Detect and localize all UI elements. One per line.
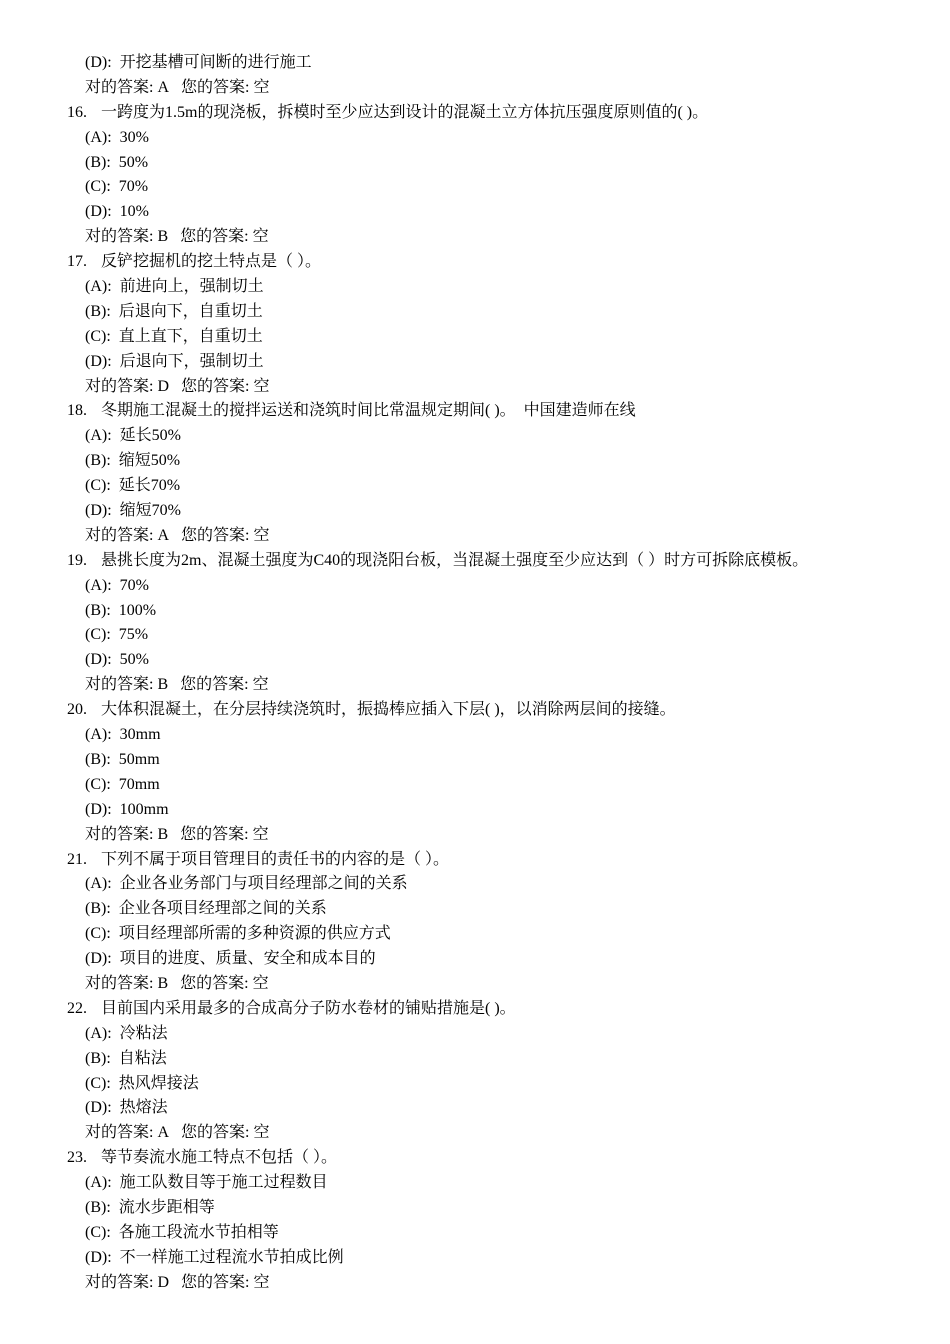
option-letter: (C): [85,626,111,644]
option-text: 项目的进度、质量、安全和成本目的 [119,950,376,968]
option-letter: (D): [85,1248,112,1266]
option-text: 热熔法 [119,1099,168,1117]
option-line [0,51,950,76]
correct-answer-value: A [157,78,170,96]
your-answer-label: 您的答案: [180,825,249,843]
answer-line [0,972,950,997]
option-line [0,151,950,176]
option-line [0,748,950,773]
option-letter: (B): [85,1198,111,1216]
question-number: 23. [67,1149,87,1167]
question-text: 下列不属于项目管理目的责任书的内容的是（ ）。 [101,850,450,868]
correct-answer-label: 对的答案: [85,676,154,694]
option-line [0,1047,950,1072]
option-text: 直上直下，自重切土 [118,327,263,345]
correct-answer-label: 对的答案: [85,377,154,395]
option-text: 延长50% [119,427,181,445]
question-line [0,997,950,1022]
option-text: 热风焊接法 [118,1074,199,1092]
option-line [0,1246,950,1271]
option-line [0,424,950,449]
option-line [0,1221,950,1246]
question-text: 目前国内采用最多的合成高分子防水卷材的铺贴措施是( )。 [101,999,516,1017]
question-number: 22. [67,999,87,1017]
question-line [0,698,950,723]
option-line [0,300,950,325]
option-line [0,325,950,350]
correct-answer-label: 对的答案: [85,78,154,96]
option-letter: (A): [85,576,112,594]
option-text: 100mm [119,800,169,818]
option-text: 企业各业务部门与项目经理部之间的关系 [119,875,408,893]
your-answer-label: 您的答案: [180,676,249,694]
your-answer-value: 空 [252,676,269,694]
option-line [0,200,950,225]
option-letter: (D): [85,1099,112,1117]
option-letter: (D): [85,352,112,370]
option-text: 流水步距相等 [118,1198,215,1216]
option-text: 70mm [118,775,160,793]
question-line [0,250,950,275]
option-letter: (A): [85,427,112,445]
option-letter: (A): [85,726,112,744]
your-answer-value: 空 [252,825,269,843]
question-block [0,698,950,847]
question-block [0,848,950,997]
option-line [0,1096,950,1121]
option-line [0,126,950,151]
correct-answer-value: A [157,1124,170,1142]
option-text: 后退向下，自重切土 [118,302,263,320]
option-text: 50% [118,153,149,171]
question-text: 冬期施工混凝土的搅拌运送和浇筑时间比常温规定期间( )。 中国建造师在线 [101,402,636,420]
option-letter: (C): [85,1223,111,1241]
answer-line [0,823,950,848]
option-text: 施工队数目等于施工过程数目 [119,1174,328,1192]
option-letter: (D): [85,651,112,669]
option-line [0,623,950,648]
your-answer-label: 您的答案: [181,1273,250,1291]
correct-answer-label: 对的答案: [85,1273,154,1291]
your-answer-value: 空 [253,526,270,544]
option-line [0,1196,950,1221]
option-line [0,449,950,474]
your-answer-label: 您的答案: [181,526,250,544]
question-block [0,399,950,548]
your-answer-label: 您的答案: [180,974,249,992]
your-answer-value: 空 [253,78,270,96]
option-letter: (B): [85,601,111,619]
question-list [0,101,950,1296]
option-text: 100% [118,601,157,619]
question-line [0,549,950,574]
your-answer-label: 您的答案: [180,228,249,246]
question-text: 一跨度为1.5m的现浇板，拆模时至少应达到设计的混凝土立方体抗压强度原则值的( )。 [101,103,709,121]
option-line [0,897,950,922]
question-text: 反铲挖掘机的挖土特点是（ ）。 [101,253,322,271]
question-block [0,101,950,250]
correct-answer-label: 对的答案: [85,974,154,992]
question-number: 16. [67,103,87,121]
your-answer-label: 您的答案: [181,377,250,395]
option-line [0,599,950,624]
option-letter: (B): [85,452,111,470]
correct-answer-label: 对的答案: [85,825,154,843]
option-letter: (D): [85,950,112,968]
option-line [0,1022,950,1047]
option-letter: (A): [85,1174,112,1192]
option-letter: (D): [85,203,112,221]
option-letter: (B): [85,1049,111,1067]
answer-line [0,225,950,250]
option-line [0,872,950,897]
question-block [0,997,950,1146]
question-line [0,848,950,873]
option-text: 50mm [118,750,160,768]
answer-line [0,673,950,698]
correct-answer-value: D [157,377,170,395]
option-letter: (D): [85,800,112,818]
option-text: 50% [119,651,149,669]
your-answer-label: 您的答案: [181,1124,250,1142]
option-letter: (C): [85,327,111,345]
option-line [0,275,950,300]
option-text: 冷粘法 [119,1024,168,1042]
option-letter: (B): [85,900,111,918]
option-text: 后退向下，强制切土 [119,352,264,370]
option-letter: (D): [85,502,112,520]
option-line [0,648,950,673]
answer-line [0,524,950,549]
correct-answer-value: B [157,676,169,694]
your-answer-value: 空 [253,1124,270,1142]
option-text: 缩短50% [118,452,181,470]
your-answer-value: 空 [252,228,269,246]
option-text: 不一样施工过程流水节拍成比例 [119,1248,344,1266]
question-line [0,101,950,126]
option-text: 各施工段流水节拍相等 [118,1223,279,1241]
question-text: 悬挑长度为2m、混凝土强度为C40的现浇阳台板，当混凝土强度至少应达到（ ）时方可拆除底模板。 [101,551,809,569]
option-letter: (A): [85,128,112,146]
answer-line [0,1121,950,1146]
option-line [0,798,950,823]
correct-answer-label: 对的答案: [85,526,154,544]
option-line [0,175,950,200]
option-line [0,1171,950,1196]
option-letter: (C): [85,178,111,196]
your-answer-label: 您的答案: [181,78,250,96]
option-text: 开挖基槽可间断的进行施工 [119,54,312,71]
option-text: 75% [118,626,149,644]
question-number: 18. [67,402,87,420]
option-line [0,474,950,499]
option-letter: (C): [85,925,111,943]
question-number: 19. [67,551,87,569]
option-text: 70% [118,178,149,196]
question-text: 等节奏流水施工特点不包括（ ）。 [101,1149,338,1167]
correct-answer-value: D [157,1273,170,1291]
question-text: 大体积混凝土，在分层持续浇筑时，振捣棒应插入下层( )，以消除两层间的接缝。 [101,701,676,719]
option-line [0,947,950,972]
option-letter: (A): [85,278,112,296]
option-letter: (B): [85,750,111,768]
option-line [0,922,950,947]
question-line [0,1146,950,1171]
question-number: 17. [67,253,87,271]
option-text: 延长70% [118,477,181,495]
option-text: 企业各项目经理部之间的关系 [118,900,327,918]
option-line [0,499,950,524]
option-text: 自粘法 [118,1049,167,1067]
option-line [0,773,950,798]
option-line [0,350,950,375]
question-block [0,1146,950,1295]
correct-answer-value: B [157,228,169,246]
correct-answer-label: 对的答案: [85,1124,154,1142]
your-answer-value: 空 [253,377,270,395]
your-answer-value: 空 [252,974,269,992]
option-letter: (B): [85,153,111,171]
question-block [0,250,950,399]
correct-answer-value: B [157,825,169,843]
option-letter: (C): [85,775,111,793]
your-answer-value: 空 [253,1273,270,1291]
answer-line [0,76,950,101]
option-text: 项目经理部所需的多种资源的供应方式 [118,925,391,943]
option-text: 前进向上，强制切土 [119,278,264,296]
answer-line [0,375,950,400]
option-line [0,1072,950,1097]
option-text: 缩短70% [119,502,181,520]
correct-answer-label: 对的答案: [85,228,154,246]
document-page [0,51,950,1296]
option-text: 30% [119,128,149,146]
question-block [0,549,950,698]
option-letter: (C): [85,1074,111,1092]
option-line [0,574,950,599]
option-letter: (D): [85,54,112,71]
option-line [0,723,950,748]
option-letter: (B): [85,302,111,320]
answer-line [0,1271,950,1296]
question-line [0,399,950,424]
option-text: 30mm [119,726,161,744]
question-number: 21. [67,850,87,868]
question-number: 20. [67,701,87,719]
correct-answer-value: A [157,526,170,544]
correct-answer-value: B [157,974,169,992]
option-text: 10% [119,203,149,221]
option-letter: (A): [85,1024,112,1042]
option-letter: (A): [85,875,112,893]
option-letter: (C): [85,477,111,495]
option-text: 70% [119,576,149,594]
